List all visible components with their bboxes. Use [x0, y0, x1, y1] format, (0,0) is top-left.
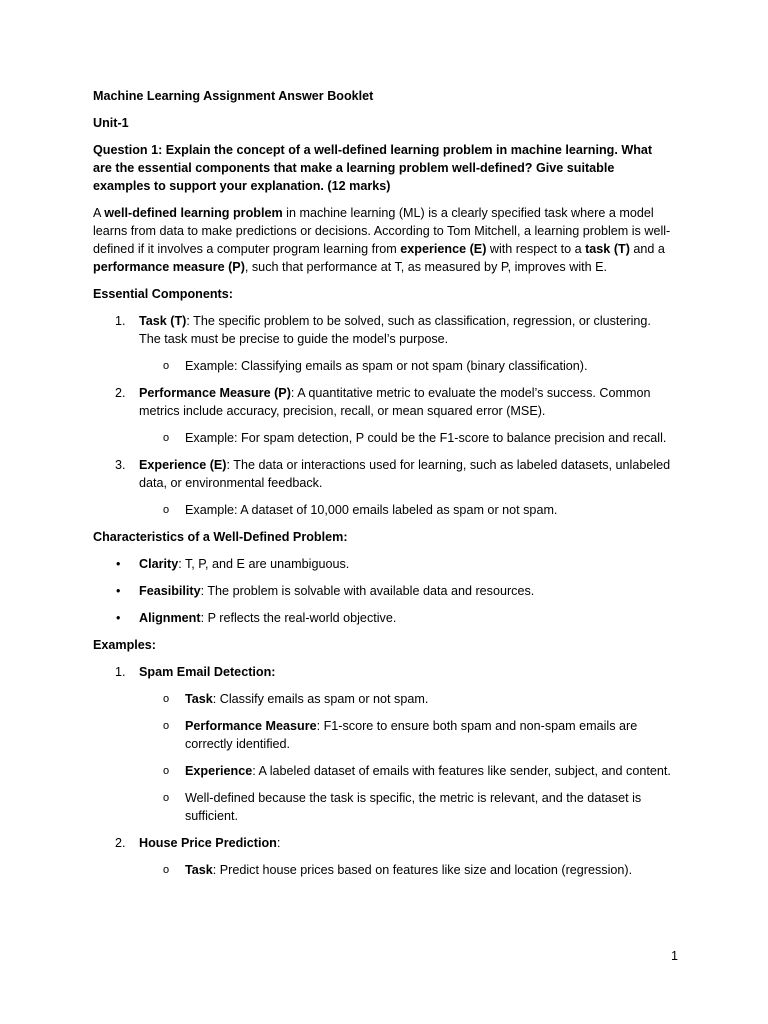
components-heading: Essential Components: — [93, 287, 233, 301]
example-detail — [93, 690, 673, 708]
example-detail — [93, 789, 673, 825]
intro-text-3: with respect to a — [486, 242, 586, 256]
sub-bullet: o — [163, 432, 170, 444]
example-title: House Price Prediction — [139, 836, 277, 850]
intro-text-1: A — [93, 206, 105, 220]
intro-paragraph — [93, 204, 673, 276]
examples-list — [93, 663, 673, 879]
components-list — [93, 312, 673, 519]
intro-bold-2: experience (E) — [400, 242, 487, 256]
list-number: 1. — [115, 665, 126, 679]
sub-bullet: o — [163, 792, 170, 804]
list-number: 2. — [115, 836, 126, 850]
question-text: Question 1: Explain the concept of a well-defined learning problem in machine learning. What are the essential components that make a learning problem well-defined? Give suitable examples to support your explanation. (12 marks) — [93, 143, 653, 193]
sub-bullet: o — [163, 720, 170, 732]
component-term: Experience (E) — [139, 458, 227, 472]
characteristics-heading: Characteristics of a Well-Defined Problem: — [93, 530, 348, 544]
detail-term: Performance Measure — [185, 719, 317, 733]
component-example — [93, 429, 673, 447]
example-text: Example: For spam detection, P could be the F1-score to balance precision and recall. — [185, 431, 667, 445]
list-number: 1. — [115, 314, 126, 328]
example-detail — [93, 762, 673, 780]
characteristics-list — [93, 555, 673, 627]
component-example — [93, 501, 673, 519]
document-title: Machine Learning Assignment Answer Booklet — [93, 89, 374, 103]
component-term: Performance Measure (P) — [139, 386, 291, 400]
intro-bold-1: well-defined learning problem — [104, 206, 283, 220]
component-item — [93, 384, 673, 420]
intro-bold-3: task (T) — [585, 242, 630, 256]
detail-desc: : A labeled dataset of emails with features like sender, subject, and content. — [252, 764, 671, 778]
intro-text-5: , such that performance at T, as measured by P, improves with E. — [244, 260, 608, 274]
bullet: • — [116, 584, 121, 598]
bullet: • — [116, 557, 121, 571]
sub-bullet: o — [163, 504, 170, 516]
component-term: Task (T) — [139, 314, 187, 328]
characteristic-term: Alignment — [139, 611, 201, 625]
characteristic-item — [93, 555, 673, 573]
example-text: Example: A dataset of 10,000 emails labeled as spam or not spam. — [185, 503, 558, 517]
intro-text-4: and a — [629, 242, 665, 256]
detail-term: Task — [185, 863, 213, 877]
example-detail — [93, 861, 673, 879]
unit-heading: Unit-1 — [93, 116, 129, 130]
example-item — [93, 663, 673, 681]
intro-bold-4: performance measure (P) — [93, 260, 245, 274]
characteristic-term: Clarity — [139, 557, 179, 571]
characteristic-desc: : The problem is solvable with available data and resources. — [200, 584, 535, 598]
page-number: 1 — [670, 949, 678, 963]
detail-term: Task — [185, 692, 213, 706]
sub-bullet: o — [163, 765, 170, 777]
example-title: Spam Email Detection — [139, 665, 272, 679]
component-desc: : The specific problem to be solved, such as classification, regression, or clustering. The task must be precise to guide the model’s purpose. — [139, 314, 651, 346]
detail-desc: Well-defined because the task is specific, the metric is relevant, and the dataset is sufficient. — [185, 791, 642, 823]
example-title-colon: : — [276, 836, 281, 850]
detail-desc: : F1-score to ensure both spam and non-spam emails are correctly identified. — [185, 719, 638, 751]
list-number: 2. — [115, 386, 126, 400]
characteristic-desc: : T, P, and E are unambiguous. — [178, 557, 350, 571]
bullet: • — [116, 611, 121, 625]
characteristic-desc: : P reflects the real-world objective. — [200, 611, 397, 625]
example-text: Example: Classifying emails as spam or not spam (binary classification). — [185, 359, 588, 373]
page-content — [93, 87, 673, 888]
characteristic-term: Feasibility — [139, 584, 201, 598]
sub-bullet: o — [163, 693, 170, 705]
example-item — [93, 834, 673, 852]
examples-heading: Examples: — [93, 638, 156, 652]
component-item — [93, 312, 673, 348]
detail-desc: : Classify emails as spam or not spam. — [212, 692, 429, 706]
component-example — [93, 357, 673, 375]
detail-term: Experience — [185, 764, 253, 778]
characteristic-item — [93, 582, 673, 600]
detail-desc: : Predict house prices based on features like size and location (regression). — [212, 863, 633, 877]
intro-text-2: in machine learning (ML) is a clearly specified task where a model learns from data to make predictions or decisions. According to Tom Mitchell, a learning problem is well-defined if it involves a computer program learning from — [93, 206, 671, 256]
sub-bullet: o — [163, 864, 170, 876]
component-item — [93, 456, 673, 492]
example-title-colon: : — [271, 665, 276, 679]
component-desc: : The data or interactions used for learning, such as labeled datasets, unlabeled data, or environmental feedback. — [139, 458, 671, 490]
list-number: 3. — [115, 458, 126, 472]
sub-bullet: o — [163, 360, 170, 372]
component-desc: : A quantitative metric to evaluate the model’s success. Common metrics include accuracy, precision, recall, or mean squared error (MSE). — [139, 386, 651, 418]
characteristic-item — [93, 609, 673, 627]
example-detail — [93, 717, 673, 753]
